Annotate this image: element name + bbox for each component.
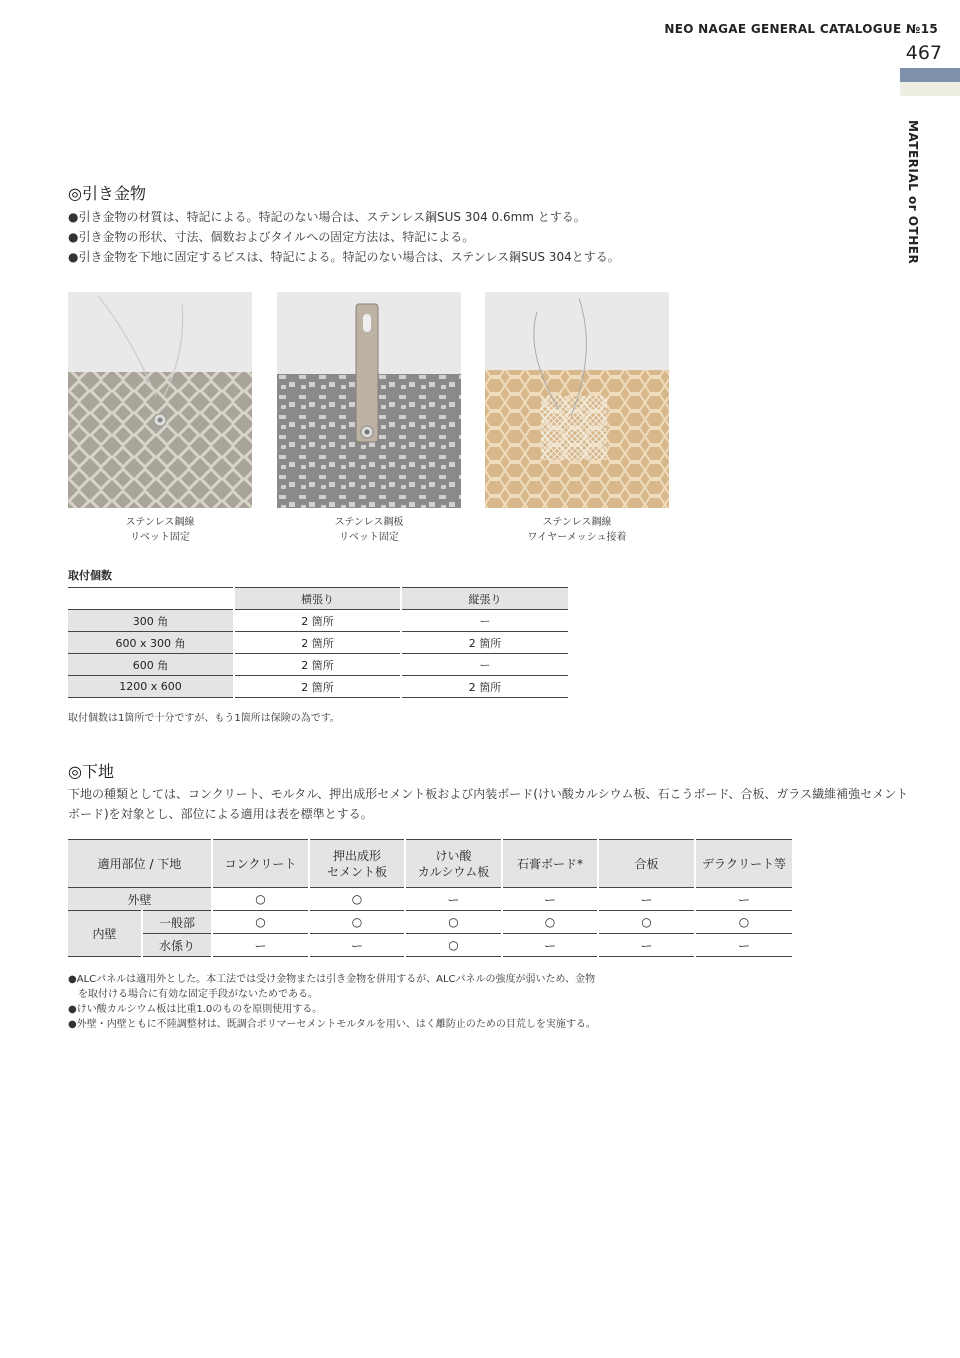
table-row-interior-wet: 水係り ー ー ○ ー ー ー <box>68 934 792 957</box>
table-note: 取付個数は1箇所で十分ですが、もう1箇所は保険の為です。 <box>68 713 340 724</box>
page-number: 467 <box>905 42 942 64</box>
table-title: 取付個数 <box>68 569 112 582</box>
bullet-item: ●引き金物を下地に固定するビスは、特記による。特記のない場合は、ステンレス鋼SUS 304とする。 <box>68 250 620 264</box>
mount-count-table <box>68 587 568 698</box>
side-category-label: MATERIAL or OTHER <box>906 120 920 265</box>
catalogue-title: NEO NAGAE GENERAL CATALOGUE №15 <box>664 22 938 36</box>
table-row: 1200 x 600 2 箇所 2 箇所 <box>68 676 568 698</box>
tab-accent-bar-light <box>900 82 960 96</box>
section-title-substrate: ◎下地 <box>68 762 114 781</box>
table-row-exterior: 外壁 ○ ○ ー ー ー ー <box>68 888 792 911</box>
note-item: ●けい酸カルシウム板は比重1.0のものを原則使用する。 <box>68 1004 323 1015</box>
substrate-paragraph: 下地の種類としては、コンクリート、モルタル、押出成形セメント板および内装ボード(けい酸カルシウム板、石こうボード、合板、ガラス繊維補強セメント ボード)を対象とし、部位による適用は表を標準とする。 <box>68 787 909 821</box>
table-row: 600 角 2 箇所 ー <box>68 654 568 676</box>
photo-caption: ステンレス鋼線 ワイヤーメッシュ接着 <box>527 517 627 543</box>
photo-caption: ステンレス鋼板 リベット固定 <box>334 517 404 543</box>
table-row: 600 x 300 角 2 箇所 2 箇所 <box>68 632 568 654</box>
photo-caption: ステンレス鋼線 リベット固定 <box>125 517 195 543</box>
table-header-row: 横張り 縦張り <box>68 588 568 610</box>
section-title-hardware: ◎引き金物 <box>68 184 146 203</box>
table-header-row: 適用部位 / 下地 コンクリート 押出成形 セメント板 けい酸 カルシウム板 石膏ボード* 合板 デラクリート等 <box>68 840 792 888</box>
note-item: ●ALCパネルは適用外とした。本工法では受け金物または引き金物を併用するが、ALCパネルの強度が弱いため、金物 <box>68 974 596 985</box>
hardware-bullets <box>68 207 620 267</box>
photo-wire-rivet <box>68 292 252 508</box>
photo-wire-mesh <box>485 292 669 508</box>
substrate-notes <box>68 972 596 1032</box>
table-row: 300 角 2 箇所 ー <box>68 610 568 632</box>
bullet-item: ●引き金物の材質は、特記による。特記のない場合は、ステンレス鋼SUS 304 0.6mm とする。 <box>68 210 586 224</box>
note-item: ●外壁・内壁ともに不陸調整材は、既調合ポリマーセメントモルタルを用い、はく離防止のための目荒しを実施する。 <box>68 1019 596 1030</box>
substrate-table <box>68 839 792 957</box>
table-row-interior-general: 内壁 一般部 ○ ○ ○ ○ ○ ○ <box>68 911 792 934</box>
note-item: を取付ける場合に有効な固定手段がないためである。 <box>68 989 318 1000</box>
tab-accent-bar <box>900 68 960 82</box>
bullet-item: ●引き金物の形状、寸法、個数およびタイルへの固定方法は、特記による。 <box>68 230 475 244</box>
photo-plate-rivet <box>277 292 461 508</box>
